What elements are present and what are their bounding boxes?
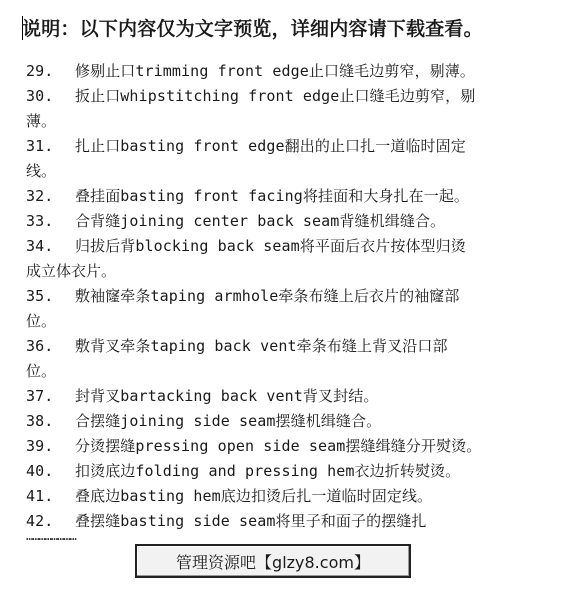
- list-item: [26, 334, 560, 359]
- list-item: [26, 459, 560, 484]
- item-text: 分烫摆缝pressing open side seam摆缝缉缝分开熨烫。: [75, 437, 482, 455]
- item-number: 34.: [26, 237, 54, 255]
- item-number: 36.: [26, 337, 54, 355]
- item-text: 叠挂面basting front facing将挂面和大身扎在一起。: [75, 187, 470, 205]
- term-list: [26, 59, 560, 534]
- list-item: [26, 59, 560, 84]
- list-item: [26, 184, 560, 209]
- list-item: [26, 234, 560, 259]
- item-number: 41.: [26, 487, 54, 505]
- list-item: [26, 134, 560, 159]
- item-number: 38.: [26, 412, 54, 430]
- item-text-continued: 位。: [26, 362, 57, 380]
- item-text: 叠底边basting hem底边扣烫后扎一道临时固定线。: [75, 487, 433, 505]
- item-text: 叠摆缝basting side seam将里子和面子的摆缝扎: [75, 512, 427, 530]
- list-item: [26, 484, 560, 509]
- item-text: 合背缝joining center back seam背缝机缉缝合。: [75, 212, 446, 230]
- site-banner-button[interactable]: [135, 544, 411, 578]
- item-text: 扳止口whipstitching front edge止口缝毛边剪窄，剔: [75, 87, 476, 105]
- list-item: [26, 209, 560, 234]
- item-text: 合摆缝joining side seam摆缝机缉缝合。: [75, 412, 382, 430]
- list-item: [26, 509, 560, 534]
- item-text: 归拔后背blocking back seam将平面后衣片按体型归烫: [75, 237, 466, 255]
- preview-notice: 说明：以下内容仅为文字预览，详细内容请下载查看。: [22, 18, 483, 40]
- list-item: [26, 434, 560, 459]
- item-number: 30.: [26, 87, 54, 105]
- item-text: 扎止口basting front edge翻出的止口扎一道临时固定: [75, 137, 466, 155]
- item-number: 33.: [26, 212, 54, 230]
- ellipsis: ……………………: [26, 529, 76, 543]
- item-text: 敷袖窿牵条taping armhole牵条布缝上后衣片的袖窿部: [75, 287, 460, 305]
- item-number: 31.: [26, 137, 54, 155]
- item-number: 35.: [26, 287, 54, 305]
- list-item: [26, 284, 560, 309]
- item-number: 42.: [26, 512, 54, 530]
- site-banner-label: 管理资源吧【glzy8.com】: [176, 552, 370, 572]
- item-text: 修剔止口trimming front edge止口缝毛边剪窄，剔薄。: [75, 62, 475, 80]
- item-text-continued: 线。: [26, 162, 57, 180]
- item-text-continued: 薄。: [26, 112, 57, 130]
- list-item: [26, 384, 560, 409]
- item-text: 封背叉bartacking back vent背叉封结。: [75, 387, 379, 405]
- item-number: 29.: [26, 62, 54, 80]
- item-number: 37.: [26, 387, 54, 405]
- item-text-continued: 成立体衣片。: [26, 262, 117, 280]
- item-number: 39.: [26, 437, 54, 455]
- item-number: 32.: [26, 187, 54, 205]
- item-number: 40.: [26, 462, 54, 480]
- item-text: 扣烫底边folding and pressing hem衣边折转熨烫。: [75, 462, 461, 480]
- item-text-continued: 位。: [26, 312, 57, 330]
- list-item: [26, 84, 560, 109]
- list-item: [26, 409, 560, 434]
- item-text: 敷背叉牵条taping back vent牵条布缝上背叉沿口部: [75, 337, 448, 355]
